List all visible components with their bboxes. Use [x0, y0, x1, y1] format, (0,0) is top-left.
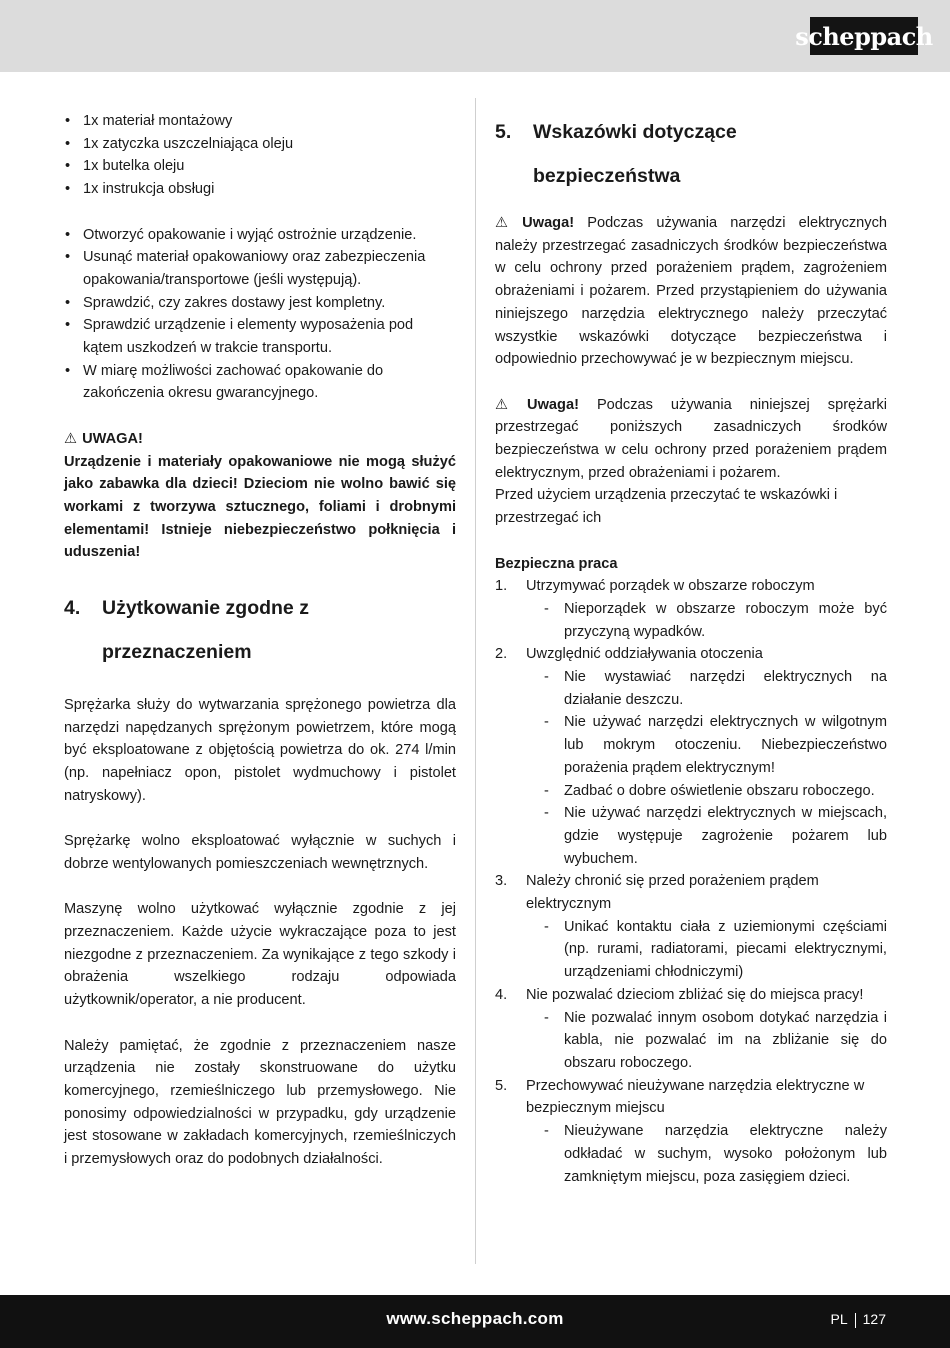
- page-number: 127: [862, 1311, 886, 1327]
- sub-item: - Nie używać narzędzi elektrycznych w miejscach, gdzie występuje zagrożenie pożarem lub wybuchem.: [526, 802, 887, 870]
- list-item: 2. Uwzględnić oddziaływania otoczenia - Nie wystawiać narzędzi elektrycznych na działanie deszczu. - Nie używać narzędzi elektrycznych w wilgotnym lub mokrym otoczeniu. Niebezpieczeństwo porażenia prądem elektrycznym! - Zadbać o dobre oświetlenie obszaru roboczego. - Nie używać narzędzi elektrycznych w miejscach, gdzie występuje zagrożenie pożarem lub wybuchem.: [495, 643, 887, 870]
- list-item: 5. Przechowywać nieużywane narzędzia elektryczne w bezpiecznym miejscu - Nieużywane narzędzia elektryczne należy odkładać w suchym, wysoko położonym lub zamkniętym miejscu, poza zasięgiem dzieci.: [495, 1075, 887, 1189]
- list-item: • 1x instrukcja obsługi: [64, 178, 456, 201]
- paragraph: Przed użyciem urządzenia przeczytać te wskazówki i przestrzegać ich: [495, 487, 838, 527]
- list-item: • Sprawdzić urządzenie i elementy wyposażenia pod kątem uszkodzeń w trakcie transportu.: [64, 314, 456, 359]
- section-5-heading: [495, 110, 887, 198]
- sub-item: - Nie wystawiać narzędzi elektrycznych na działanie deszczu.: [526, 666, 887, 711]
- section-title: Użytkowanie zgodne z przeznaczeniem: [102, 597, 309, 664]
- list-item: 1. Utrzymywać porządek w obszarze roboczym - Nieporządek w obszarze roboczym może być przyczyną wypadków.: [495, 575, 887, 643]
- delivery-list: [64, 110, 456, 201]
- left-column: [64, 110, 456, 1171]
- sub-item: - Nie używać narzędzi elektrycznych w wilgotnym lub mokrym otoczeniu. Niebezpieczeństwo porażenia prądem elektrycznym!: [526, 711, 887, 779]
- list-item: 3. Należy chronić się przed porażeniem prądem elektrycznym - Unikać kontaktu ciała z uziemionymi częściami (np. rurami, radiatorami, piecami elektrycznymi, urządzeniami chłodniczymi): [495, 870, 887, 984]
- safety-list: [495, 575, 887, 1188]
- warning-triangle-icon: ⚠: [64, 430, 78, 447]
- warning-text: Urządzenie i materiały opakowaniowe nie mogą służyć jako zabawka dla dzieci! Dzieciom nie wolno bawić się workami z tworzywa sztucznego, foliami i drobnymi elementami! Istnieje niebezpieczeństwo połknięcia i uduszenia!: [64, 453, 456, 561]
- section-number: 4.: [64, 597, 81, 620]
- section-title: Wskazówki dotyczące bezpieczeństwa: [533, 121, 737, 187]
- list-item: • Sprawdzić, czy zakres dostawy jest kompletny.: [64, 292, 456, 315]
- language-code: PL: [830, 1311, 848, 1327]
- list-item: • 1x zatyczka uszczelniająca oleju: [64, 133, 456, 156]
- scheppach-logo: scheppach: [810, 17, 918, 55]
- list-item: 4. Nie pozwalać dzieciom zbliżać się do miejsca pracy! - Nie pozwalać innym osobom dotykać narzędzia i kabla, nie pozwalać im na zbliżanie się do obszaru roboczego.: [495, 984, 887, 1075]
- page-indicator: [831, 1311, 886, 1328]
- sub-item: - Zadbać o dobre oświetlenie obszaru roboczego.: [526, 780, 887, 803]
- column-divider: [475, 98, 476, 1264]
- warning-paragraph: ⚠ Uwaga! Podczas używania niniejszej sprężarki przestrzegać poniższych zasadniczych środków bezpieczeństwa w celu ochrony przed porażeniem prądem elektrycznym, przed obrażeniami i pożarem.: [495, 396, 887, 481]
- paragraph: Należy pamiętać, że zgodnie z przeznaczeniem nasze urządzenia nie zostały skonstruowane do użytku komercyjnego, rzemieślniczego lub przemysłowego. Nie ponosimy odpowiedzialności w przypadku, gdy urządzenie jest stosowane w zakładach komercyjnych, rzemieślniczych i przemysłowych oraz do podobnych działalności.: [64, 1037, 456, 1168]
- warning-paragraph: ⚠ Uwaga! Podczas używania narzędzi elektrycznych należy przestrzegać zasadniczych środków bezpieczeństwa w celu ochrony przed porażeniem prądem, zagrożeniem obrażeniami i pożarem. Przed przystąpieniem do używania niniejszego narzędzia elektrycznego należy przeczytać wszystkie wskazówki dotyczące bezpieczeństwa i odpowiednio przechowywać je w bezpiecznym miejscu.: [495, 215, 887, 368]
- footer-bar: [0, 1295, 950, 1348]
- website-link[interactable]: www.scheppach.com: [386, 1309, 564, 1328]
- unpacking-list: [64, 224, 456, 406]
- paragraph: Maszynę wolno użytkować wyłącznie zgodnie z jej przeznaczeniem. Każde użycie wykraczające poza to jest niezgodne z przeznaczeniem. Za wynikające z tego szkody i obrażenia wszelkiego rodzaju odpowiada użytkownik/operator, a nie producent.: [64, 901, 456, 1009]
- list-item: • Otworzyć opakowanie i wyjąć ostrożnie urządzenie.: [64, 224, 456, 247]
- header-bar: [0, 0, 950, 72]
- sub-item: - Nie pozwalać innym osobom dotykać narzędzia i kabla, nie pozwalać im na zbliżanie się do obszaru roboczego.: [526, 1007, 887, 1075]
- sub-item: - Nieporządek w obszarze roboczym może być przyczyną wypadków.: [526, 598, 887, 643]
- subheading-safe-work: Bezpieczna praca: [495, 555, 618, 572]
- warning-heading: [64, 428, 456, 451]
- warning-triangle-icon: ⚠: [495, 215, 518, 231]
- right-column: [495, 110, 887, 1188]
- list-item: • 1x butelka oleju: [64, 155, 456, 178]
- warning-triangle-icon: ⚠: [495, 396, 523, 413]
- list-item: • W miarę możliwości zachować opakowanie do zakończenia okresu gwarancyjnego.: [64, 360, 456, 405]
- paragraph: Sprężarkę wolno eksploatować wyłącznie w suchych i dobrze wentylowanych pomieszczeniach wewnętrznych.: [64, 833, 456, 872]
- section-4-heading: [64, 586, 456, 674]
- list-item: • Usunąć materiał opakowaniowy oraz zabezpieczenia opakowania/transportowe (jeśli występują).: [64, 246, 456, 291]
- section-number: 5.: [495, 121, 512, 143]
- sub-item: - Unikać kontaktu ciała z uziemionymi częściami (np. rurami, radiatorami, piecami elektrycznymi, urządzeniami chłodniczymi): [526, 916, 887, 984]
- paragraph: Sprężarka służy do wytwarzania sprężonego powietrza dla narzędzi napędzanych sprężonym powietrzem, które mogą być eksploatowane z objętością powietrza do ok. 274 l/min (np. napełniacz opon, pistolet wydmuchowy i pistolet natryskowy).: [64, 697, 456, 804]
- warning-title: UWAGA!: [82, 430, 143, 447]
- list-item: • 1x materiał montażowy: [64, 110, 456, 133]
- sub-item: - Nieużywane narzędzia elektryczne należy odkładać w suchym, wysoko położonym lub zamkniętym miejscu, poza zasięgiem dzieci.: [526, 1120, 887, 1188]
